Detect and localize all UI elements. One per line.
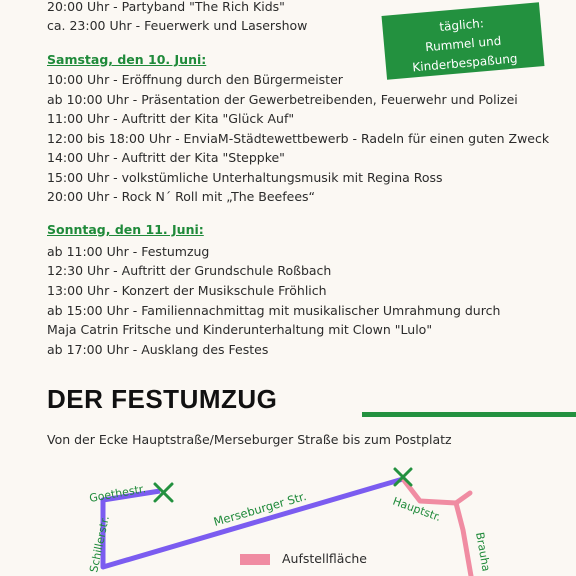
saturday-item: 12:00 bis 18:00 Uhr - EnviaM-Städtewettbewerb - Radeln für einen guten Zweck bbox=[47, 131, 550, 146]
badge-line: täglich: bbox=[438, 16, 485, 34]
daily-badge bbox=[382, 2, 545, 80]
sunday-item: ab 17:00 Uhr - Ausklang des Festes bbox=[47, 342, 269, 357]
street-label-brauhaus: Brauha bbox=[473, 531, 493, 573]
section-title: DER FESTUMZUG bbox=[47, 384, 278, 414]
friday-item: 20:00 Uhr - Partyband "The Rich Kids" bbox=[47, 0, 285, 14]
badge-line: Rummel und bbox=[424, 33, 502, 55]
saturday-item: 10:00 Uhr - Eröffnung durch den Bürgermeister bbox=[47, 72, 343, 87]
saturday-item: 14:00 Uhr - Auftritt der Kita "Steppke" bbox=[47, 150, 285, 165]
legend-swatch bbox=[240, 554, 270, 565]
street-label-merseburger: Merseburger Str. bbox=[211, 489, 308, 529]
legend-label: Aufstellfläche bbox=[282, 551, 367, 566]
sunday-heading: Sonntag, den 11. Juni: bbox=[47, 222, 204, 237]
street-label-goethe: Goethestr. bbox=[88, 482, 147, 505]
sunday-item: 13:00 Uhr - Konzert der Musikschule Fröhlich bbox=[47, 283, 327, 298]
route-description: Von der Ecke Hauptstraße/Merseburger Straße bis zum Postplatz bbox=[47, 432, 452, 447]
saturday-item: ab 10:00 Uhr - Präsentation der Gewerbetreibenden, Feuerwehr und Polizei bbox=[47, 92, 518, 107]
badge-line: Kinderbespaßung bbox=[411, 51, 518, 75]
assembly-area-route bbox=[403, 479, 470, 503]
street-label-schiller: Schillerstr. bbox=[87, 514, 112, 574]
sunday-item: Maja Catrin Fritsche und Kinderunterhaltung mit Clown "Lulo" bbox=[47, 322, 433, 337]
divider bbox=[362, 412, 576, 417]
saturday-item: 11:00 Uhr - Auftritt der Kita "Glück Auf" bbox=[47, 111, 295, 126]
saturday-item: 15:00 Uhr - volkstümliche Unterhaltungsmusik mit Regina Ross bbox=[47, 170, 443, 185]
sunday-item: 12:30 Uhr - Auftritt der Grundschule Roßbach bbox=[47, 263, 332, 278]
saturday-item: 20:00 Uhr - Rock N´ Roll mit „The Beefees“ bbox=[47, 189, 316, 204]
street-label-haupt: Hauptstr. bbox=[390, 494, 443, 525]
assembly-area-route bbox=[456, 503, 471, 576]
sunday-item: ab 15:00 Uhr - Familiennachmittag mit musikalischer Umrahmung durch bbox=[47, 303, 501, 318]
friday-item: ca. 23:00 Uhr - Feuerwerk und Lasershow bbox=[47, 18, 308, 33]
sunday-item: ab 11:00 Uhr - Festumzug bbox=[47, 244, 210, 259]
saturday-heading: Samstag, den 10. Juni: bbox=[47, 52, 207, 67]
